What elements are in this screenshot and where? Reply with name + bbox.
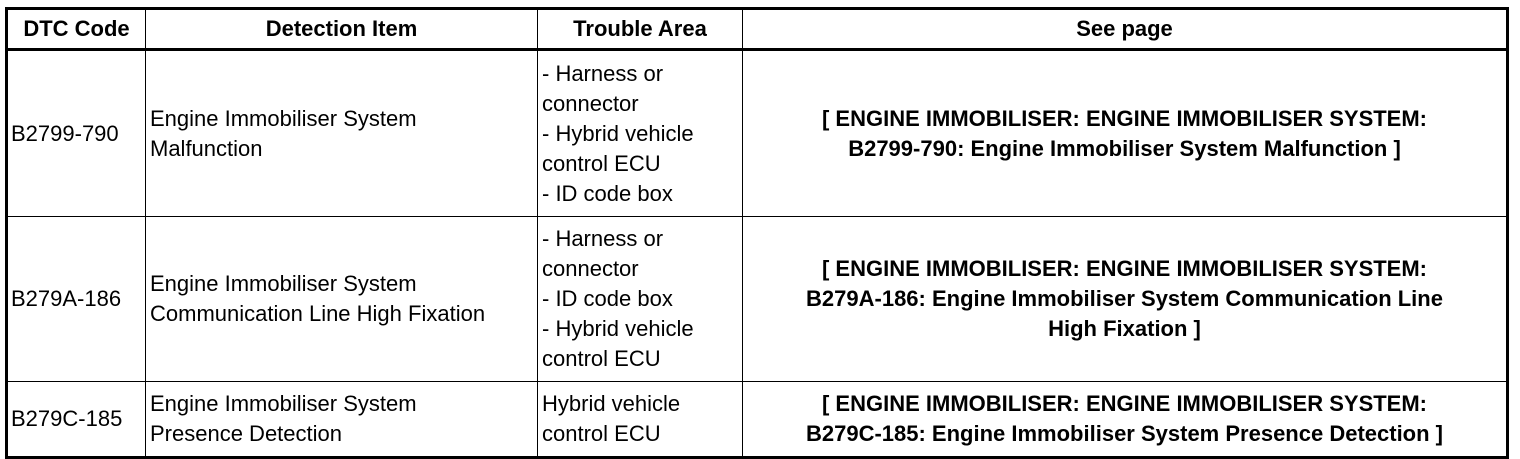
trouble-area-line: - Harness or (542, 226, 664, 251)
trouble-area-cell (538, 50, 743, 217)
trouble-area-line: connector (542, 256, 639, 281)
header-see-page: See page (743, 9, 1508, 50)
detection-item-line: Engine Immobiliser System (150, 271, 417, 296)
detection-item-line: Engine Immobiliser System (150, 391, 417, 416)
header-dtc-code: DTC Code (7, 9, 146, 50)
table-header-row (7, 9, 1508, 50)
trouble-area-line: - ID code box (542, 180, 673, 206)
trouble-area-line: control ECU (542, 346, 661, 371)
trouble-area-line: control ECU (542, 150, 661, 176)
detection-item-line: Communication Line High Fixation (150, 301, 486, 326)
see-page-link[interactable] (743, 382, 1508, 458)
trouble-area-line: - Harness or (542, 60, 664, 86)
detection-item-line: Presence Detection (150, 421, 342, 446)
header-trouble-area: Trouble Area (538, 9, 743, 50)
see-page-line: B279C-185: Engine Immobiliser System Presence Detection ] (805, 421, 1443, 446)
see-page-link[interactable] (743, 50, 1508, 217)
dtc-code-cell: B2799-790 (7, 50, 146, 217)
see-page-line: [ ENGINE IMMOBILISER: ENGINE IMMOBILISER SYSTEM: (821, 105, 1428, 131)
see-page-line: High Fixation ] (1048, 316, 1201, 341)
trouble-area-line: - Hybrid vehicle (542, 316, 694, 341)
detection-item-cell (146, 382, 538, 458)
trouble-area-cell (538, 382, 743, 458)
detection-item-cell (146, 50, 538, 217)
table-row (7, 217, 1508, 382)
table-row (7, 50, 1508, 217)
trouble-area-line: - ID code box (542, 286, 673, 311)
see-page-line: [ ENGINE IMMOBILISER: ENGINE IMMOBILISER SYSTEM: (821, 391, 1428, 416)
header-detection-item: Detection Item (146, 9, 538, 50)
see-page-line: B279A-186: Engine Immobiliser System Communication Line (806, 286, 1443, 311)
see-page-link[interactable] (743, 217, 1508, 382)
detection-item-cell (146, 217, 538, 382)
trouble-area-line: - Hybrid vehicle (542, 120, 694, 146)
dtc-table (5, 7, 1509, 459)
see-page-line: B2799-790: Engine Immobiliser System Malfunction ] (848, 135, 1401, 161)
dtc-code-cell: B279A-186 (7, 217, 146, 382)
trouble-area-line: connector (542, 90, 639, 116)
trouble-area-cell (538, 217, 743, 382)
trouble-area-line: control ECU (542, 421, 661, 446)
trouble-area-line: Hybrid vehicle (542, 391, 681, 416)
detection-item-line: Malfunction (150, 135, 263, 161)
table-row (7, 382, 1508, 458)
see-page-line: [ ENGINE IMMOBILISER: ENGINE IMMOBILISER SYSTEM: (821, 256, 1428, 281)
detection-item-line: Engine Immobiliser System (150, 105, 417, 131)
dtc-code-cell: B279C-185 (7, 382, 146, 458)
